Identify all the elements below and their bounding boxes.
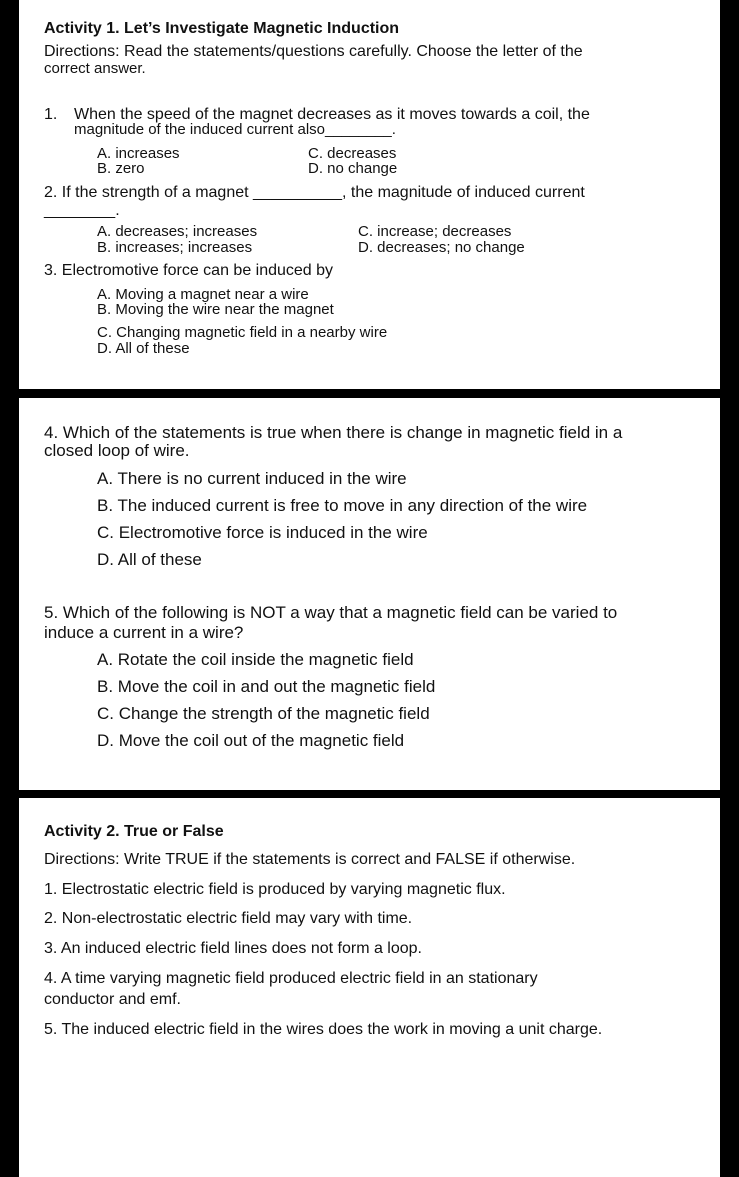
q1-option-c: C. decreases	[308, 145, 397, 162]
q2-line1: 2. If the strength of a magnet __________, the magnitude of induced current	[44, 184, 585, 201]
q1-option-d: D. no change	[308, 160, 398, 177]
q2-line2: ________.	[44, 202, 120, 219]
q3-option-a: A. Moving a magnet near a wire	[97, 286, 309, 303]
questions-panel	[19, 398, 720, 790]
q4-option-b: B. The induced current is free to move in any direction of the wire	[97, 496, 588, 515]
q5-option-c: C. Change the strength of the magnetic field	[97, 704, 430, 723]
q5-line2: induce a current in a wire?	[44, 623, 244, 642]
tf-item-2: 2. Non-electrostatic electric field may vary with time.	[44, 910, 413, 927]
q1-number: 1.	[44, 106, 58, 123]
tf-item-1: 1. Electrostatic electric field is produced by varying magnetic flux.	[44, 881, 506, 898]
q1-option-a: A. increases	[97, 145, 180, 162]
q2-option-d: D. decreases; no change	[358, 239, 525, 256]
activity1-title: Activity 1. Let’s Investigate Magnetic Induction	[44, 20, 400, 37]
activity2-panel	[19, 798, 720, 1177]
q2-option-c: C. increase; decreases	[358, 223, 512, 240]
q2-option-b: B. increases; increases	[97, 239, 253, 256]
q4-line2: closed loop of wire.	[44, 441, 190, 460]
tf-item-3: 3. An induced electric field lines does not form a loop.	[44, 940, 422, 957]
q3-option-d: D. All of these	[97, 340, 190, 357]
q4-option-a: A. There is no current induced in the wire	[97, 469, 407, 488]
activity1-directions-line2: correct answer.	[44, 60, 146, 77]
q3-stem: 3. Electromotive force can be induced by	[44, 262, 334, 279]
q1-option-b: B. zero	[97, 160, 145, 177]
q5-option-a: A. Rotate the coil inside the magnetic field	[97, 650, 414, 669]
q1-line1: When the speed of the magnet decreases as it moves towards a coil, the	[74, 106, 590, 123]
q5-line1: 5. Which of the following is NOT a way that a magnetic field can be varied to	[44, 603, 618, 622]
tf-item-4-line1: 4. A time varying magnetic field produced electric field in an stationary	[44, 970, 538, 987]
q1-line2: magnitude of the induced current also________.	[74, 121, 396, 138]
activity2-directions: Directions: Write TRUE if the statements is correct and FALSE if otherwise.	[44, 851, 576, 868]
activity1-directions-line1: Directions: Read the statements/questions carefully. Choose the letter of the	[44, 43, 583, 60]
q4-option-d: D. All of these	[97, 550, 202, 569]
q4-line1: 4. Which of the statements is true when there is change in magnetic field in a	[44, 423, 623, 442]
q5-option-b: B. Move the coil in and out the magnetic field	[97, 677, 436, 696]
q4-option-c: C. Electromotive force is induced in the wire	[97, 523, 428, 542]
activity1-panel	[19, 0, 720, 389]
q2-option-a: A. decreases; increases	[97, 223, 258, 240]
tf-item-4-line2: conductor and emf.	[44, 991, 181, 1008]
q3-option-c: C. Changing magnetic field in a nearby wire	[97, 324, 388, 341]
tf-item-5: 5. The induced electric field in the wires does the work in moving a unit charge.	[44, 1021, 603, 1038]
q5-option-d: D. Move the coil out of the magnetic field	[97, 731, 405, 750]
activity2-title: Activity 2. True or False	[44, 823, 224, 840]
q3-option-b: B. Moving the wire near the magnet	[97, 301, 334, 318]
